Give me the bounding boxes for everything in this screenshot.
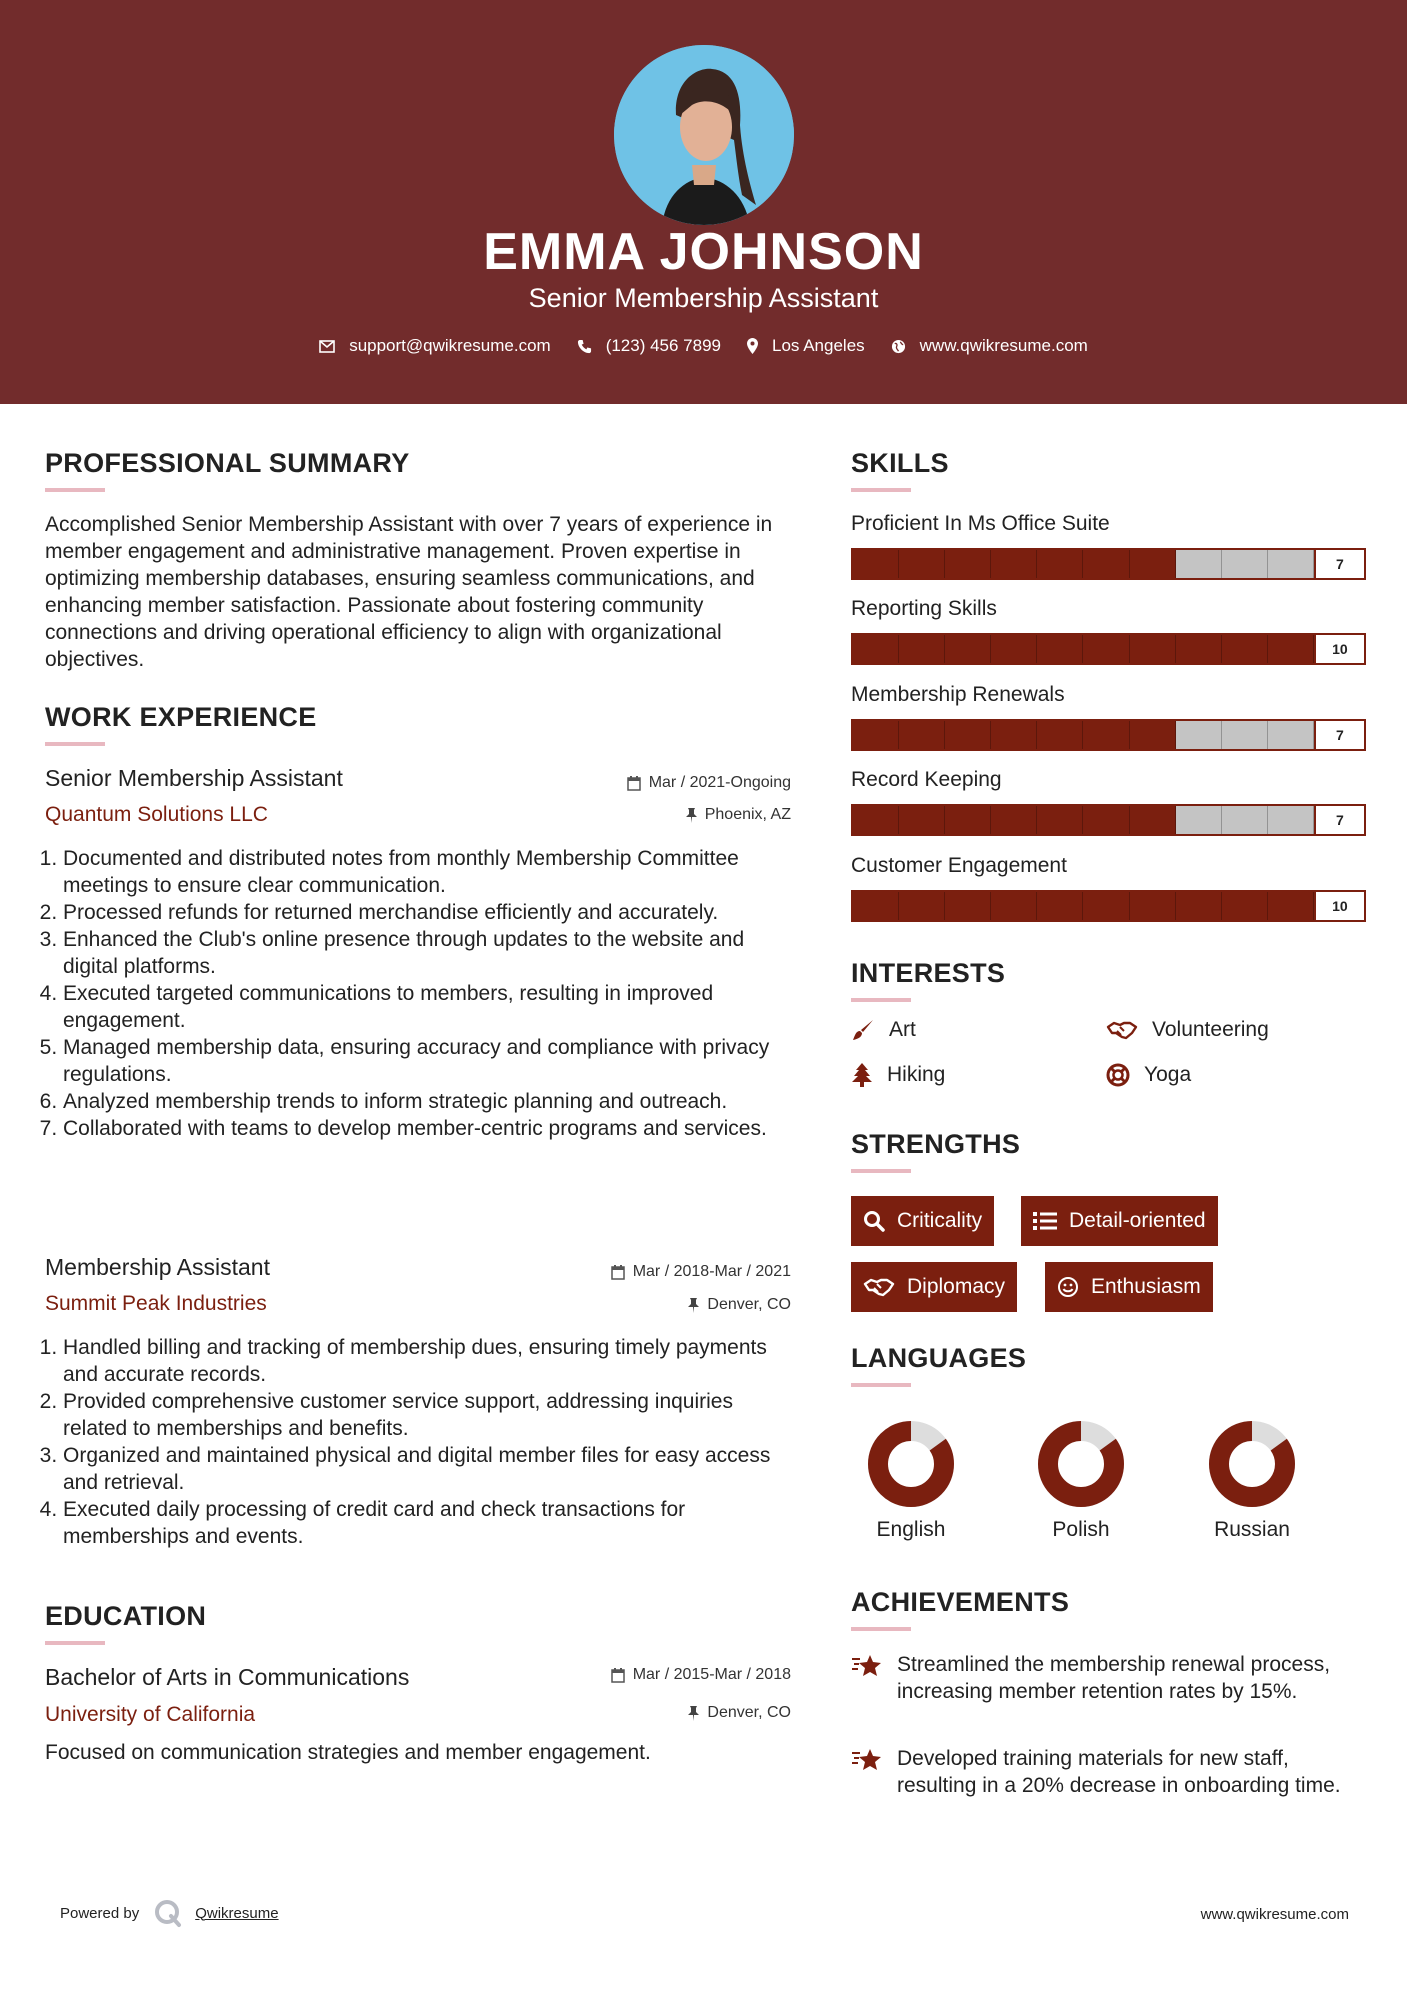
list-icon: [1033, 1211, 1057, 1231]
skill-segment: [945, 892, 991, 920]
job-location: [560, 806, 791, 824]
contact-location-text: Los Angeles: [772, 336, 865, 355]
skill-segment: [1176, 635, 1222, 663]
brand-link[interactable]: Qwikresume: [195, 1904, 279, 1922]
experience-heading: WORK EXPERIENCE: [45, 702, 317, 732]
contact-phone[interactable]: [577, 336, 721, 356]
skill-segment: [1037, 721, 1083, 749]
strength-tag-diplomacy: [851, 1262, 1017, 1312]
strength-label: Detail-oriented: [1069, 1209, 1206, 1232]
job-bullet: 2. Provided comprehensive customer service support, addressing inquiries related to memberships and benefits.: [63, 1388, 799, 1442]
summary-text: Accomplished Senior Membership Assistant with over 7 years of experience in member engagement and administrative management. Proven expertise in optimizing membership databases, ensuring seamless communications, and enhancing member satisfaction. Passionate about fostering community connections and driving operational efficiency to align with organizational objectives.: [45, 513, 773, 671]
strength-tag-enthusiasm: [1045, 1262, 1213, 1312]
interest-label: Art: [889, 1018, 916, 1041]
interests-heading: INTERESTS: [851, 958, 1006, 988]
envelope-icon: [319, 340, 335, 353]
skill-segment: [1130, 721, 1176, 749]
achievement-item: [851, 1651, 1361, 1705]
company-name: Summit Peak Industries: [45, 1292, 267, 1315]
interest-item-volunteering: [1106, 1018, 1269, 1042]
language-donut: [867, 1420, 955, 1508]
job-bullet: 2. Processed refunds for returned merchandise efficiently and accurately.: [63, 899, 799, 926]
strengths-heading: STRENGTHS: [851, 1129, 1021, 1159]
language-donut: [1208, 1420, 1296, 1508]
education-heading: EDUCATION: [45, 1601, 207, 1631]
skill-segment: [1083, 550, 1129, 578]
skill-segment: [945, 635, 991, 663]
job-bullet: 1. Documented and distributed notes from monthly Membership Committee meetings to ensure clear communication.: [63, 845, 799, 899]
skill-segment: [1176, 550, 1222, 578]
strength-label: Enthusiasm: [1091, 1275, 1201, 1298]
strength-tag-criticality: [851, 1196, 994, 1246]
skill-segment: [1130, 892, 1176, 920]
skill-segment: [1222, 635, 1268, 663]
skill-segment: [1037, 635, 1083, 663]
school-name: University of California: [45, 1703, 256, 1726]
strength-label: Diplomacy: [907, 1275, 1006, 1298]
profile-photo: [614, 45, 794, 225]
skill-segment: [991, 892, 1037, 920]
search-icon: [863, 1210, 885, 1232]
job-bullet: 5. Managed membership data, ensuring accuracy and compliance with privacy regulations.: [63, 1034, 799, 1088]
skill-segment: [1130, 550, 1176, 578]
skill-segment: [1176, 721, 1222, 749]
skill-segment: [853, 892, 899, 920]
languages-heading-underline: [851, 1383, 911, 1387]
achievement-text: Developed training materials for new staff, resulting in a 20% decrease in onboarding time.: [897, 1747, 1341, 1797]
skill-segment: [853, 806, 899, 834]
skills-heading-underline: [851, 488, 911, 492]
globe-icon: [891, 339, 906, 354]
skill-segment: [945, 806, 991, 834]
contact-website-text: www.qwikresume.com: [919, 336, 1088, 355]
education-location: [560, 1704, 791, 1722]
contact-phone-text: (123) 456 7899: [605, 336, 722, 355]
education-location-text: Denver, CO: [707, 1704, 791, 1721]
job-dates-text: Mar / 2021-Ongoing: [648, 774, 791, 791]
experience-heading-underline: [45, 742, 105, 746]
strength-label: Criticality: [897, 1209, 983, 1232]
pushpin-icon: [688, 1706, 699, 1721]
skill-segment: [1268, 550, 1314, 578]
skill-label: Record Keeping: [851, 768, 1002, 791]
interests-heading-underline: [851, 998, 911, 1002]
skill-label: Proficient In Ms Office Suite: [851, 512, 1110, 535]
job-dates: [560, 774, 791, 792]
skill-bar: [851, 719, 1366, 751]
job-dates: [560, 1263, 791, 1281]
pushpin-icon: [688, 1298, 699, 1313]
calendar-icon: [627, 776, 641, 791]
skill-segment: [899, 806, 945, 834]
skill-segment: [1083, 892, 1129, 920]
skill-segment: [945, 721, 991, 749]
skill-segment: [853, 550, 899, 578]
skill-segment: [1083, 806, 1129, 834]
strength-tag-detail-oriented: [1021, 1196, 1218, 1246]
tree-icon: [851, 1063, 873, 1087]
skill-label: Customer Engagement: [851, 854, 1067, 877]
job-bullet: 4. Executed daily processing of credit card and check transactions for memberships and events.: [63, 1496, 799, 1550]
skill-segment: [1037, 550, 1083, 578]
paintbrush-icon: [851, 1018, 875, 1042]
skill-segment: [1037, 806, 1083, 834]
language-donut: [1037, 1420, 1125, 1508]
language-item: [1016, 1420, 1146, 1542]
job-bullets: [37, 845, 799, 1142]
skill-segment: [1083, 721, 1129, 749]
languages-heading: LANGUAGES: [851, 1343, 1027, 1373]
contact-bar: [0, 336, 1407, 356]
powered-by-label: Powered by: [60, 1904, 140, 1922]
resume-header: [0, 0, 1407, 404]
footer-website[interactable]: www.qwikresume.com: [1200, 1906, 1349, 1923]
education-heading-underline: [45, 1641, 105, 1645]
education-dates: [560, 1666, 791, 1684]
job-bullet: 3. Enhanced the Club's online presence through updates to the website and digital platforms.: [63, 926, 799, 980]
skill-segment: [899, 550, 945, 578]
skill-segment: [1083, 635, 1129, 663]
language-item: [846, 1420, 976, 1542]
skill-label: Reporting Skills: [851, 597, 997, 620]
skill-segment: [1130, 806, 1176, 834]
interest-label: Hiking: [887, 1063, 946, 1086]
interest-label: Yoga: [1144, 1063, 1192, 1086]
job-bullet: 6. Analyzed membership trends to inform strategic planning and outreach.: [63, 1088, 799, 1115]
job-bullet: 7. Collaborated with teams to develop member-centric programs and services.: [63, 1115, 799, 1142]
interest-item-hiking: [851, 1063, 945, 1087]
map-pin-icon: [747, 338, 758, 354]
summary-heading: PROFESSIONAL SUMMARY: [45, 448, 410, 478]
job-bullet: 3. Organized and maintained physical and digital member files for easy access and retrieval.: [63, 1442, 799, 1496]
star-award-icon: [851, 1653, 883, 1679]
skill-segment: [1222, 806, 1268, 834]
language-label: Russian: [1214, 1518, 1290, 1541]
lifering-icon: [1106, 1063, 1130, 1087]
achievements-heading-underline: [851, 1627, 911, 1631]
skill-segment: [1037, 892, 1083, 920]
job-bullet: 4. Executed targeted communications to members, resulting in improved engagement.: [63, 980, 799, 1034]
interest-label: Volunteering: [1152, 1018, 1269, 1041]
achievement-text: Streamlined the membership renewal process, increasing member retention rates by 15%.: [897, 1653, 1331, 1703]
skill-segment: [1222, 550, 1268, 578]
skill-bar: [851, 548, 1366, 580]
calendar-icon: [611, 1265, 625, 1280]
skill-segment: [1130, 635, 1176, 663]
language-label: English: [876, 1518, 946, 1541]
skill-segment: [1268, 806, 1314, 834]
handshake-icon: [863, 1276, 895, 1298]
handshake-icon: [1106, 1019, 1138, 1041]
skill-level: 7: [1314, 806, 1364, 834]
skill-segment: [853, 721, 899, 749]
calendar-icon: [611, 1668, 625, 1683]
skill-level: 7: [1314, 721, 1364, 749]
strengths-heading-underline: [851, 1169, 911, 1173]
skill-level: 10: [1314, 635, 1364, 663]
contact-email[interactable]: [319, 336, 551, 356]
footer-powered-by: [60, 1898, 279, 1928]
qwikresume-logo-icon: [153, 1898, 183, 1928]
job-location-text: Denver, CO: [707, 1296, 791, 1313]
summary-heading-underline: [45, 488, 105, 492]
skill-segment: [853, 635, 899, 663]
skill-bar: [851, 890, 1366, 922]
language-label: Polish: [1052, 1518, 1110, 1541]
skill-segment: [1268, 635, 1314, 663]
skill-level: 10: [1314, 892, 1364, 920]
education-description: Focused on communication strategies and member engagement.: [45, 1741, 651, 1764]
skill-level: 7: [1314, 550, 1364, 578]
skill-bar: [851, 633, 1366, 665]
interest-item-yoga: [1106, 1063, 1191, 1087]
contact-location: [747, 336, 865, 356]
phone-icon: [577, 339, 592, 354]
degree-title: Bachelor of Arts in Communications: [45, 1664, 410, 1690]
skill-segment: [1176, 892, 1222, 920]
achievements-heading: ACHIEVEMENTS: [851, 1587, 1070, 1617]
language-item: [1187, 1420, 1317, 1542]
star-award-icon: [851, 1747, 883, 1773]
skill-segment: [1268, 721, 1314, 749]
skill-segment: [1222, 892, 1268, 920]
skill-segment: [945, 550, 991, 578]
interest-item-art: [851, 1018, 916, 1042]
company-name: Quantum Solutions LLC: [45, 803, 268, 826]
contact-website[interactable]: [891, 336, 1088, 356]
skill-segment: [1176, 806, 1222, 834]
skill-segment: [991, 806, 1037, 834]
skill-segment: [899, 892, 945, 920]
skill-segment: [991, 635, 1037, 663]
contact-email-text: support@qwikresume.com: [349, 336, 551, 355]
skill-segment: [1268, 892, 1314, 920]
candidate-role: Senior Membership Assistant: [528, 283, 879, 313]
skill-bar: [851, 804, 1366, 836]
candidate-name: EMMA JOHNSON: [483, 223, 924, 281]
job-bullet: 1. Handled billing and tracking of membership dues, ensuring timely payments and accurate records.: [63, 1334, 799, 1388]
pushpin-icon: [686, 808, 697, 823]
job-bullets: [37, 1334, 799, 1550]
job-title: Membership Assistant: [45, 1254, 270, 1280]
skill-segment: [899, 721, 945, 749]
job-title: Senior Membership Assistant: [45, 765, 343, 791]
job-location-text: Phoenix, AZ: [704, 806, 791, 823]
profile-photo-illustration: [614, 45, 794, 225]
job-dates-text: Mar / 2018-Mar / 2021: [632, 1263, 791, 1280]
smile-icon: [1057, 1276, 1079, 1298]
skills-heading: SKILLS: [851, 448, 949, 478]
skill-segment: [1222, 721, 1268, 749]
job-location: [560, 1296, 791, 1314]
skill-segment: [899, 635, 945, 663]
skill-segment: [991, 721, 1037, 749]
achievement-item: [851, 1745, 1361, 1799]
skill-label: Membership Renewals: [851, 683, 1065, 706]
education-dates-text: Mar / 2015-Mar / 2018: [632, 1666, 791, 1683]
skill-segment: [991, 550, 1037, 578]
